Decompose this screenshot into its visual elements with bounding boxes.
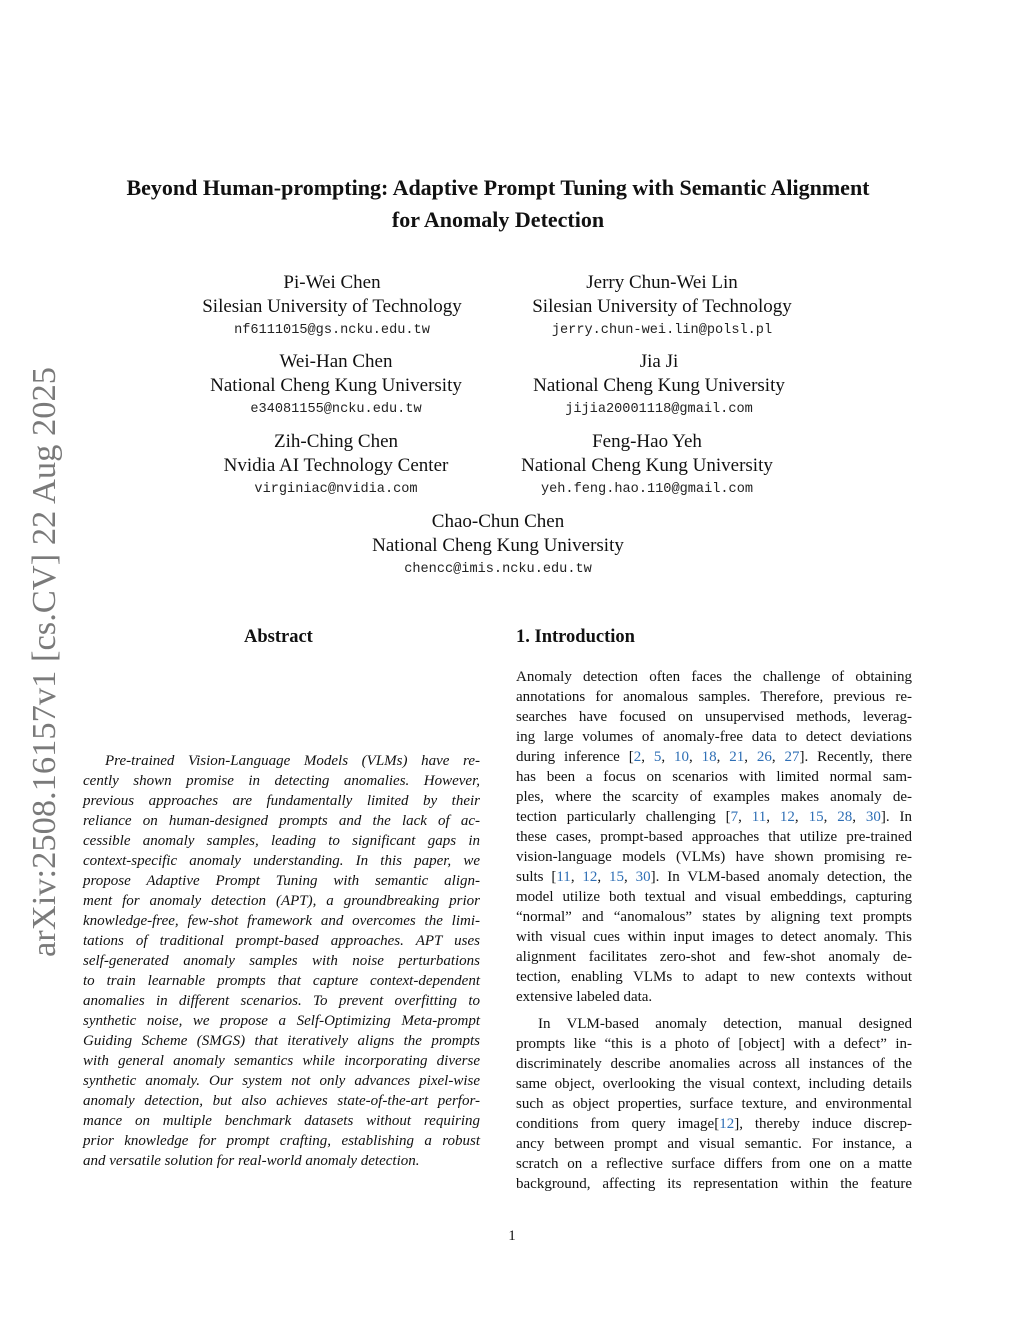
abstract-line: Pre-trained Vision-Language Models (VLMs) have re- (105, 753, 480, 769)
author-affiliation: National Cheng Kung University (533, 375, 785, 396)
author-affiliation: Silesian University of Technology (532, 296, 792, 317)
arxiv-id: arXiv:2508.16157v1 [cs.CV] 22 Aug 2025 (26, 375, 63, 957)
intro-line: In VLM-based anomaly detection, manual designed (538, 1016, 912, 1032)
abstract-line: Guiding Scheme (SMGS) that iteratively aligns the prompts (83, 1033, 480, 1049)
citation-link[interactable]: 28 (837, 809, 853, 825)
abstract-heading: Abstract (244, 627, 313, 647)
abstract-body (83, 751, 480, 1171)
intro-line: tection, enabling VLMs to adapt to new contexts without (516, 969, 912, 985)
title-line-1: Beyond Human-prompting: Adaptive Prompt Tuning with Semantic Alignment (126, 175, 870, 200)
author-name: Pi-Wei Chen (283, 272, 381, 293)
author-name: Jerry Chun-Wei Lin (586, 272, 738, 293)
intro-line: annotations for anomalous samples. Therefore, previous re- (516, 689, 912, 705)
author-name: Zih-Ching Chen (273, 431, 399, 452)
author-block (176, 350, 496, 422)
intro-line: tection particularly challenging [7, 11, 12, 15, 28, 30]. In (516, 809, 913, 825)
author-affiliation: National Cheng Kung University (372, 535, 624, 556)
intro-line: conditions from query image[12], thereby induce discrep- (516, 1116, 912, 1132)
intro-line: searches have focused on unsupervised methods, leverag- (516, 709, 912, 725)
author-email[interactable]: yeh.feng.hao.110@gmail.com (540, 482, 754, 497)
introduction-body (516, 667, 912, 1194)
abstract-line: and versatile solution for real-world anomaly detection. (83, 1153, 420, 1169)
abstract-line: with general anomaly semantics while incorporating diverse (83, 1053, 480, 1069)
abstract-line: propose Adaptive Prompt Tuning with semantic align- (83, 873, 480, 889)
abstract-line: previous approaches are fundamentally limited by their (83, 793, 480, 809)
abstract-line: self-generated anomaly samples with noise perturbations (83, 953, 480, 969)
page-number: 1 (508, 1228, 516, 1244)
intro-line: Anomaly detection often faces the challenge of obtaining (516, 669, 912, 685)
introduction-heading: 1. Introduction (516, 627, 635, 647)
citation-link[interactable]: 21 (729, 749, 745, 765)
abstract-line: reliance on human-designed prompts and the lack of ac- (83, 813, 480, 829)
author-block (502, 271, 822, 343)
intro-line: model utilize both textual and visual embeddings, capturing (516, 889, 912, 905)
author-block (338, 510, 658, 582)
author-block (487, 430, 807, 502)
paper-title (80, 172, 916, 236)
citation-link[interactable]: 15 (609, 869, 625, 885)
abstract-line: synthetic anomaly. Our system not only advances pixel-wise (83, 1073, 480, 1089)
author-email[interactable]: jerry.chun-wei.lin@polsl.pl (551, 323, 773, 338)
citation-link[interactable]: 11 (556, 869, 571, 885)
author-email[interactable]: e34081155@ncku.edu.tw (250, 402, 422, 417)
abstract-line: cently shown promise in detecting anomalies. However, (83, 773, 480, 789)
citation-link[interactable]: 2 (633, 749, 642, 765)
intro-line: “normal” and “anomalous” states by aligning text prompts (516, 909, 912, 925)
arxiv-stamp (0, 0, 90, 1325)
abstract-line: synthetic noise, we propose a Self-Optimizing Meta-prompt (83, 1013, 480, 1029)
author-email[interactable]: virginiac@nvidia.com (254, 482, 418, 497)
intro-line: background, affecting its representation within the feature (516, 1176, 912, 1192)
intro-line: discriminately describe anomalies across all instances of the (516, 1056, 912, 1072)
citation-link[interactable]: 7 (730, 809, 739, 825)
intro-line: scratch on a reflective surface differs from one on a matte (516, 1156, 912, 1172)
intro-line: extensive labeled data. (516, 989, 653, 1005)
abstract-line: prior knowledge for prompt crafting, establishing a robust (83, 1133, 480, 1149)
intro-line: sults [11, 12, 15, 30]. In VLM-based anomaly detection, the (516, 869, 913, 885)
citation-link[interactable]: 18 (701, 749, 717, 765)
abstract-line: mance on multiple benchmark datasets without requiring (83, 1113, 480, 1129)
author-affiliation: Nvidia AI Technology Center (223, 455, 449, 476)
author-email[interactable]: nf6111015@gs.ncku.edu.tw (234, 323, 430, 338)
abstract-line: knowledge-free, few-shot framework and overcomes the limi- (83, 913, 480, 929)
citation-link[interactable]: 27 (784, 749, 800, 765)
abstract-line: tations of traditional prompt-based approaches. APT uses (83, 933, 480, 949)
citation-link[interactable]: 11 (751, 809, 767, 825)
abstract-line: anomalies in different scenarios. To prevent overfitting to (83, 993, 480, 1009)
abstract-line: ment for anomaly detection (APT), a groundbreaking prior (83, 893, 480, 909)
citation-link[interactable]: 15 (808, 809, 824, 825)
intro-line: ancy between prompt and visual semantic. For instance, a (516, 1136, 912, 1152)
citation-link[interactable]: 26 (756, 749, 772, 765)
citation-link[interactable]: 12 (719, 1116, 735, 1132)
citation-link[interactable]: 10 (673, 749, 689, 765)
intro-line: with visual cues within input images to detect anomaly. This (516, 929, 912, 945)
intro-line: prompts like “this is a photo of [object] with a defect” in- (516, 1036, 912, 1052)
author-name: Feng-Hao Yeh (592, 431, 702, 452)
author-affiliation: National Cheng Kung University (521, 455, 773, 476)
intro-line: same object, overlooking the visual context, including details (516, 1076, 912, 1092)
intro-line: ing large volumes of anomaly-free data to detect deviations (516, 729, 912, 745)
arxiv-stamp-svg (0, 0, 90, 1325)
intro-line: such as object properties, surface texture, and environmental (516, 1096, 912, 1112)
author-name: Chao-Chun Chen (431, 511, 565, 532)
intro-line: ples, where the scarcity of examples makes anomaly de- (516, 789, 912, 805)
author-affiliation: Silesian University of Technology (202, 296, 462, 317)
author-block (499, 350, 819, 422)
citation-link[interactable]: 30 (635, 869, 651, 885)
intro-line: has been a focus on scenarios with limited normal sam- (516, 769, 912, 785)
author-email[interactable]: chencc@imis.ncku.edu.tw (404, 562, 592, 577)
citation-link[interactable]: 12 (779, 809, 795, 825)
author-name: Jia Ji (639, 351, 679, 372)
author-affiliation: National Cheng Kung University (210, 375, 462, 396)
intro-line: vision-language models (VLMs) have shown promising re- (516, 849, 912, 865)
abstract-line: anomaly detection, but also achieves state-of-the-art perfor- (83, 1093, 480, 1109)
citation-link[interactable]: 12 (582, 869, 598, 885)
abstract-line: to train learnable prompts that capture context-dependent (83, 973, 480, 989)
citation-link[interactable]: 5 (653, 749, 662, 765)
citation-link[interactable]: 30 (865, 809, 881, 825)
intro-line: these cases, prompt-based approaches that utilize pre-trained (516, 829, 912, 845)
intro-line: alignment facilitates zero-shot and few-shot anomaly de- (516, 949, 912, 965)
author-block (176, 430, 496, 502)
title-line-2: for Anomaly Detection (391, 207, 605, 232)
abstract-line: cessible anomaly samples, leading to significant gaps in (83, 833, 480, 849)
intro-line: during inference [2, 5, 10, 18, 21, 26, 27]. Recently, there (516, 749, 913, 765)
author-name: Wei-Han Chen (279, 351, 393, 372)
abstract-line: context-specific anomaly understanding. In this paper, we (83, 853, 480, 869)
author-email[interactable]: jijia20001118@gmail.com (565, 402, 753, 417)
author-block (172, 271, 492, 343)
